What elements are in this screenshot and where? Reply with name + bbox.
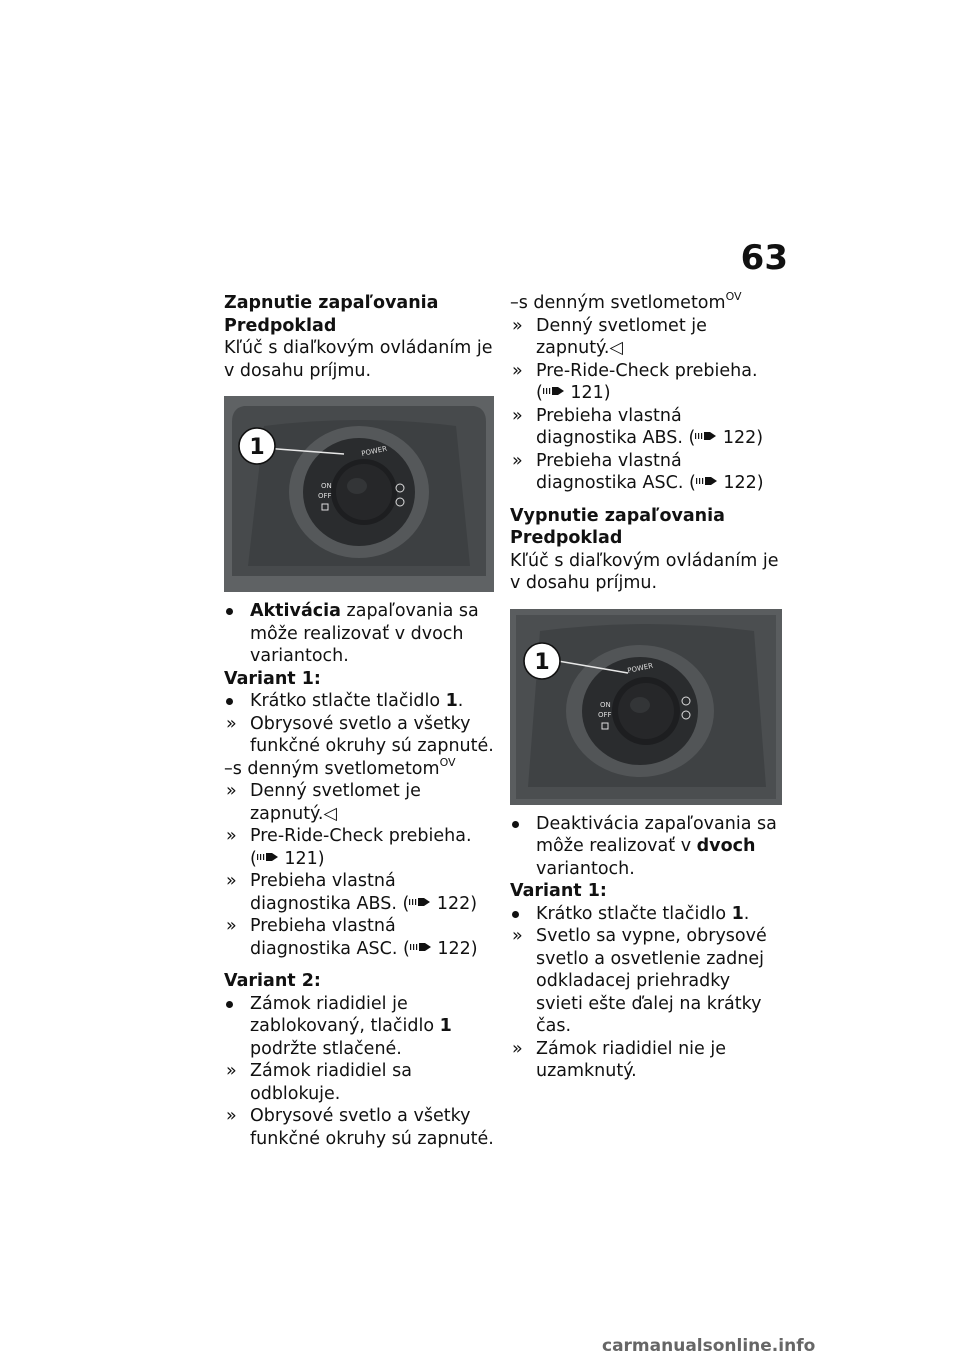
page-reference-icon: [409, 896, 431, 908]
page-reference-icon: [410, 941, 432, 953]
result-preride: » Pre-Ride-Check prebieha. ( 121): [512, 360, 758, 403]
svg-text:POWER: POWER: [360, 444, 388, 458]
page-reference-icon: [257, 851, 279, 863]
ignition-button-figure: [510, 609, 782, 805]
result-asc: » Prebieha vlastná diagnostika ASC. ( 122): [226, 916, 478, 959]
bullet-activation: Aktivácia zapaľovania sa môže realizovať v dvoch variantoch.: [224, 600, 494, 668]
svg-text:OFF: OFF: [598, 710, 612, 719]
page-reference-icon: [543, 385, 565, 397]
prerequisite-heading: Predpoklad: [510, 528, 623, 548]
step-hold-button: Zámok riadidiel je zablokovaný, tlačidlo 1 podržte stlačené.: [224, 993, 494, 1061]
result-daylight: » Denný svetlomet je zapnutý.◁: [226, 781, 421, 824]
page-reference-icon: [696, 475, 718, 487]
right-column: [510, 292, 782, 1083]
daylight-condition: –s denným svetlometom$^{OV}$: [510, 290, 742, 313]
svg-text:POWER: POWER: [626, 661, 654, 675]
prerequisite-text: Kľúč s diaľkovým ovládaním je v dosahu príjmu.: [224, 338, 493, 381]
result-abs: » Prebieha vlastná diagnostika ABS. ( 122): [512, 405, 764, 448]
bullet-deactivation: Deaktivácia zapaľovania sa môže realizovať v dvoch variantoch.: [510, 813, 782, 881]
result-asc: » Prebieha vlastná diagnostika ASC. ( 122): [512, 450, 764, 493]
footer-watermark: carmanualsonline.info: [602, 1336, 816, 1356]
daylight-condition: –s denným svetlometom$^{OV}$: [224, 755, 456, 779]
figure-callout-label: 1: [534, 649, 550, 675]
left-column: [224, 292, 494, 1150]
step-press-button: Krátko stlačte tlačidlo 1.: [224, 690, 494, 713]
step-press-button: Krátko stlačte tlačidlo 1.: [510, 903, 782, 926]
prerequisite-heading: Predpoklad: [224, 315, 337, 336]
ignition-button-figure: [224, 396, 494, 592]
page-reference-icon: [695, 430, 717, 442]
result-daylight: » Denný svetlomet je zapnutý.◁: [512, 315, 707, 358]
variant-1-heading: Variant 1:: [224, 668, 321, 689]
figure-callout-label: 1: [249, 435, 265, 460]
result-lights-on-2: » Obrysové svetlo a všetky funkčné okruhy sú zapnuté.: [226, 1106, 494, 1149]
result-abs: » Prebieha vlastná diagnostika ABS. ( 122): [226, 871, 478, 914]
result-lights-off: » Svetlo sa vypne, obrysové svetlo a osvetlenie zadnej odkladacej priehradky svieti ešte ďalej na krátky čas.: [512, 926, 767, 1036]
svg-text:ON: ON: [321, 482, 332, 490]
section-heading-ignition-off: Vypnutie zapaľovania: [510, 505, 725, 526]
svg-text:OFF: OFF: [318, 492, 332, 500]
result-lights-on: » Obrysové svetlo a všetky funkčné okruhy sú zapnuté.: [226, 713, 494, 756]
prerequisite-text: Kľúč s diaľkovým ovládaním je v dosahu príjmu.: [510, 550, 779, 593]
result-steering-not-locked: » Zámok riadidiel nie je uzamknutý.: [512, 1038, 726, 1081]
section-heading-ignition-on: Zapnutie zapaľovania: [224, 293, 439, 313]
page-number: 63: [740, 238, 788, 278]
result-preride: » Pre-Ride-Check prebieha. ( 121): [226, 826, 472, 869]
variant-1-heading: Variant 1:: [510, 881, 607, 901]
svg-text:ON: ON: [600, 700, 611, 709]
variant-2-heading: Variant 2:: [224, 971, 321, 991]
result-steering-unlock: » Zámok riadidiel sa odblokuje.: [226, 1061, 412, 1104]
